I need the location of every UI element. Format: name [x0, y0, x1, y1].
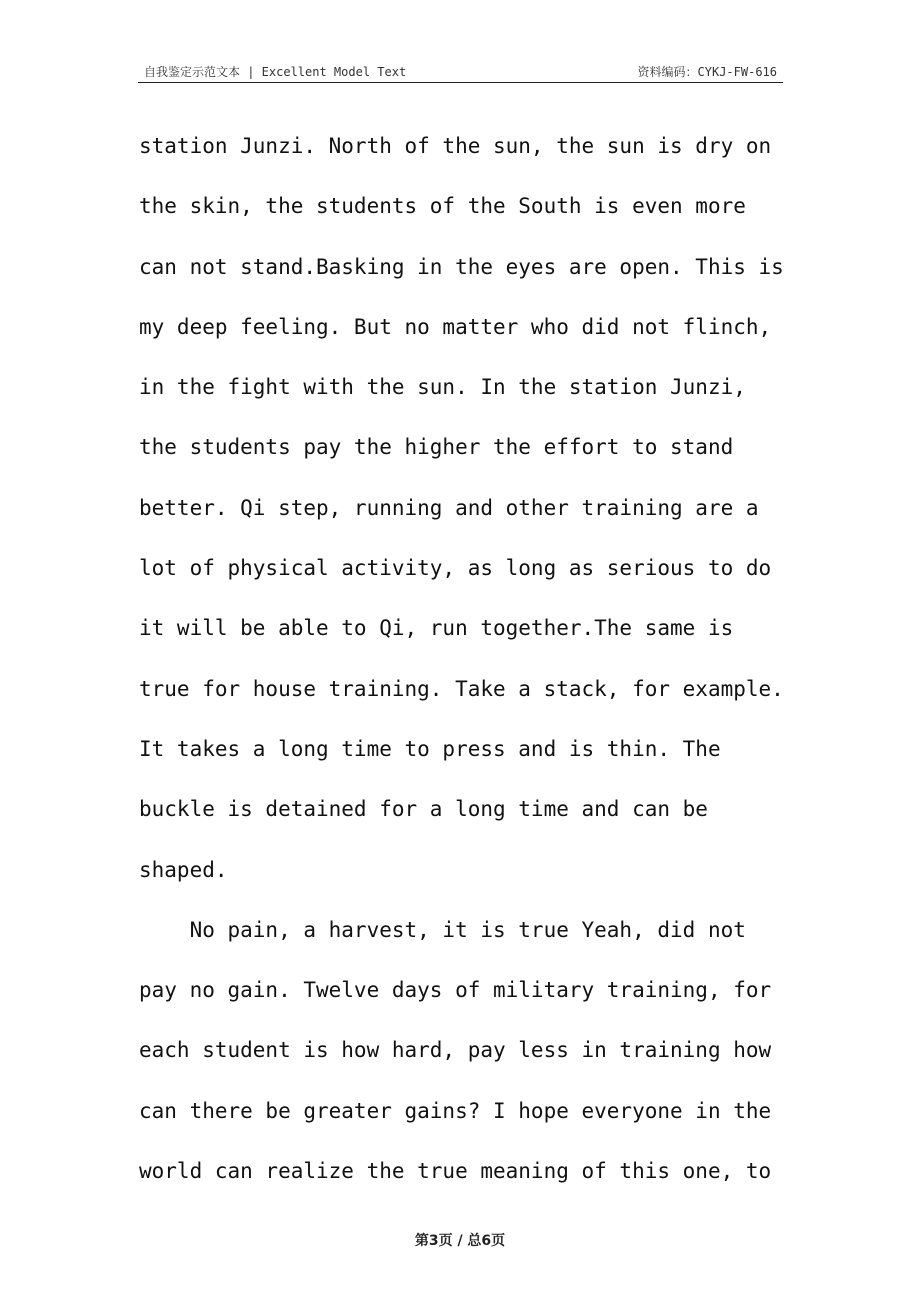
text-line: it will be able to Qi, run together.The same is: [139, 616, 734, 641]
text-line: pay no gain. Twelve days of military training, for: [139, 978, 772, 1003]
text-line: can not stand.Basking in the eyes are open. This is: [139, 254, 784, 279]
text-line: my deep feeling. But no matter who did not flinch,: [139, 314, 772, 339]
text-line: No pain, a harvest, it is true Yeah, did not: [139, 917, 746, 942]
text-line: true for house training. Take a stack, for example.: [139, 676, 784, 701]
text-line: the students pay the higher the effort to stand: [139, 435, 734, 460]
document-code: 资料编码：CYKJ-FW-616: [637, 65, 777, 79]
document-body: [139, 116, 789, 1201]
text-line: better. Qi step, running and other training are a: [139, 495, 759, 520]
text-line: can there be greater gains? I hope everyone in the: [139, 1098, 772, 1123]
text-line: the skin, the students of the South is even more: [139, 194, 746, 219]
page-header: [138, 60, 783, 83]
text-line: station Junzi. North of the sun, the sun is dry on: [139, 134, 772, 158]
text-line: shaped.: [139, 857, 228, 882]
page-indicator: 第3页 / 总6页: [414, 1233, 506, 1249]
header-title: 自我鉴定示范文本 | Excellent Model Text: [144, 65, 407, 79]
text-line: lot of physical activity, as long as serious to do: [139, 556, 772, 581]
text-line: buckle is detained for a long time and can be: [139, 797, 708, 822]
text-line: in the fight with the sun. In the station Junzi,: [139, 375, 746, 400]
text-line: It takes a long time to press and is thin. The: [139, 736, 721, 761]
text-line: world can realize the true meaning of this one, to: [139, 1159, 772, 1184]
text-line: each student is how hard, pay less in training how: [139, 1038, 772, 1063]
